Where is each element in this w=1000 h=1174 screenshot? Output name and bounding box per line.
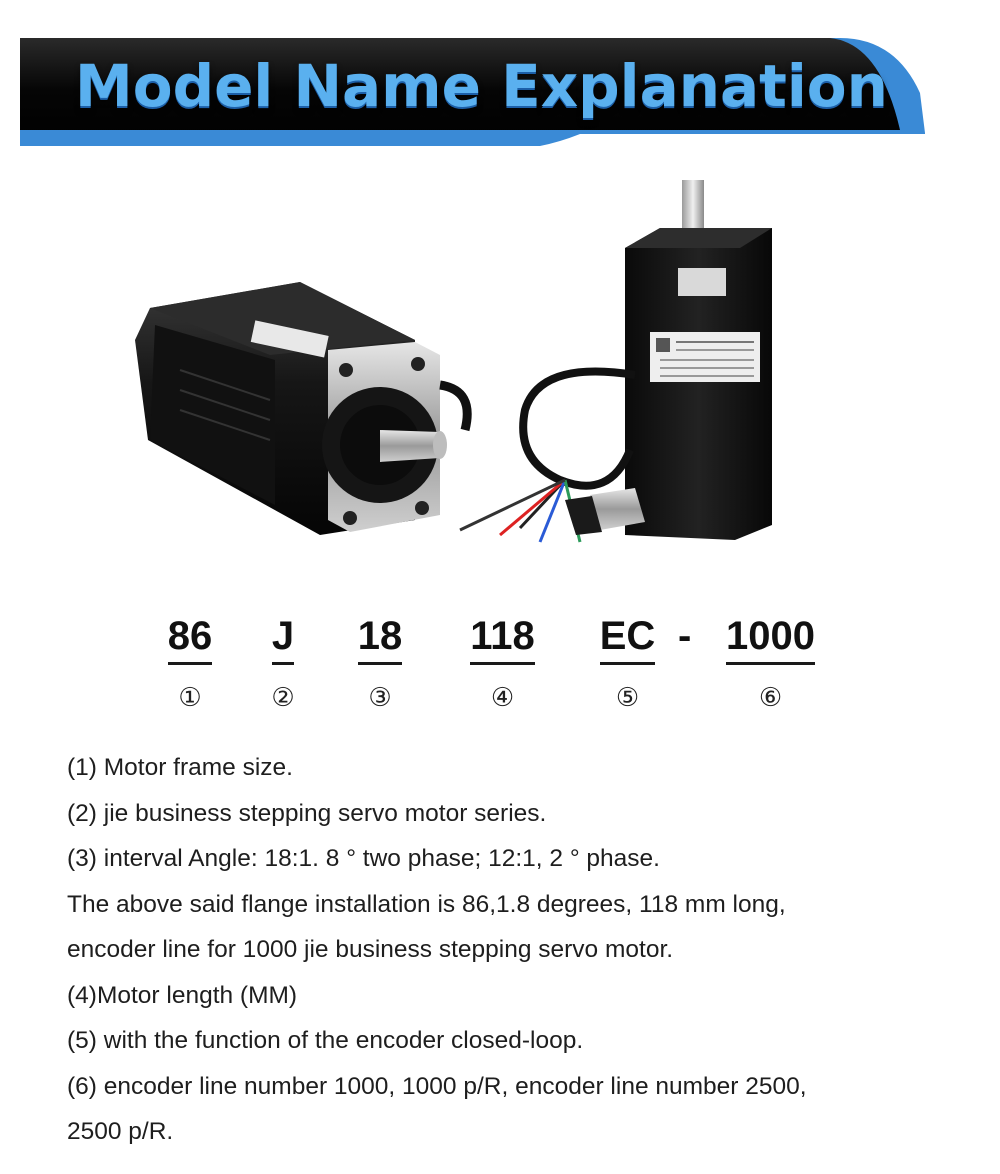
code-segment-4 [455, 612, 550, 713]
code-value: 118 [470, 612, 535, 665]
code-segment-5 [585, 612, 670, 713]
code-value: EC [600, 612, 656, 665]
code-index: ⑤ [615, 683, 640, 713]
explanation-line: (3) interval Angle: 18:1. 8 ° two phase; 12:1, 2 ° phase. [67, 845, 660, 872]
explanation-line: encoder line for 1000 jie business stepping servo motor. [67, 936, 674, 963]
model-code [0, 612, 1000, 722]
code-index: ⑥ [758, 683, 783, 713]
explanation-line: (1) Motor frame size. [67, 754, 293, 781]
code-segment-3 [340, 612, 420, 713]
code-index: ① [178, 683, 202, 713]
motor-illustration [20, 150, 980, 570]
code-index: ④ [490, 683, 515, 713]
code-segment-1 [150, 612, 230, 713]
code-value: 86 [168, 612, 213, 665]
code-index: ③ [368, 683, 392, 713]
header-banner [20, 38, 925, 146]
explanation-line: (2) jie business stepping servo motor series. [67, 799, 547, 827]
explanation-list [67, 745, 967, 1155]
code-segment-6 [718, 612, 823, 713]
page-title: Model Name Explanation [75, 52, 888, 120]
explanation-line: 2500 p/R. [67, 1118, 174, 1145]
explanation-line: (4)Motor length (MM) [67, 981, 298, 1009]
explanation-line: (6) encoder line number 1000, 1000 p/R, encoder line number 2500, [67, 1072, 807, 1100]
code-separator: - [678, 614, 692, 658]
code-value: 18 [358, 612, 403, 665]
explanation-line: (5) with the function of the encoder closed-loop. [67, 1027, 584, 1054]
code-segment-2 [243, 612, 323, 713]
explanation-line: The above said flange installation is 86,1.8 degrees, 118 mm long, [67, 890, 786, 918]
code-index: ② [271, 683, 295, 713]
code-value: J [272, 612, 294, 665]
product-photo [20, 150, 980, 570]
code-value: 1000 [726, 612, 815, 665]
